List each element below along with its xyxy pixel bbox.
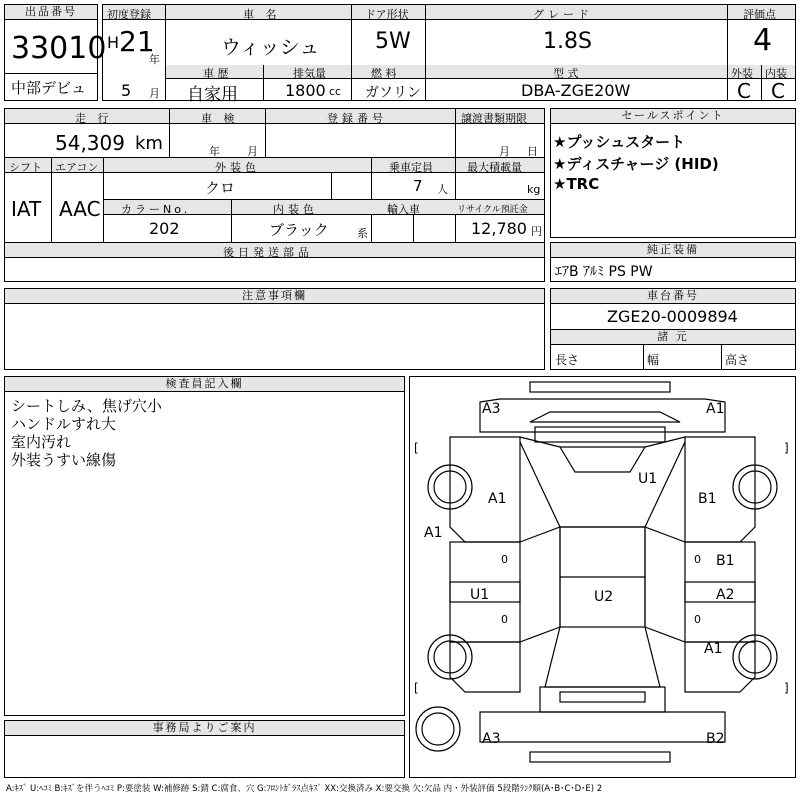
ext-label: 外装: [731, 67, 753, 80]
sales-points-label: セールスポイント: [551, 109, 795, 124]
reg-era: H: [107, 33, 120, 52]
reg-year: 21: [119, 25, 155, 58]
score-value: 4: [753, 23, 773, 58]
lot-number: 33010: [11, 31, 107, 66]
office-label: 事務局よりご案内: [5, 721, 404, 736]
transfer-label: 譲渡書類期限: [461, 112, 527, 125]
later-parts-label: 後日発送部品: [223, 246, 313, 259]
bracket-right-bottom: ]: [784, 681, 789, 695]
inspector-line-3: 室内汚れ: [11, 433, 72, 451]
sales-point-1: ★プッシュスタート: [553, 133, 686, 151]
inspector-label: 検査員記入欄: [5, 377, 404, 392]
recycle-value: 12,780: [471, 219, 527, 238]
reg-no-label: 登録番号: [327, 112, 387, 125]
displacement-value: 1800: [285, 81, 326, 100]
capacity-unit: 人: [437, 183, 448, 196]
reg-label: 初度登録: [107, 8, 151, 21]
mark-center: U2: [594, 589, 614, 605]
car-name: ウィッシュ: [221, 35, 320, 59]
grade-label: グレード: [533, 8, 593, 21]
mark-front-left: A3: [482, 401, 501, 417]
inspection-month: 月: [247, 145, 258, 158]
reg-month-unit: 月: [149, 87, 160, 100]
bracket-left-top: [: [414, 441, 419, 455]
mark-roof: U1: [638, 471, 658, 487]
car-outline: [410, 377, 795, 777]
capacity-value: 7: [413, 177, 423, 195]
color-label: 外装色: [215, 161, 260, 174]
mark-zero-2: 0: [694, 553, 701, 566]
mileage-label: 走 行: [75, 112, 113, 125]
mark-rear-left: A3: [482, 731, 501, 747]
chassis-box: [550, 288, 796, 370]
recycle-label: リサイクル預託金: [457, 205, 528, 215]
capacity-label: 乗車定員: [389, 161, 433, 174]
legend: A:ｷｽﾞ U:ﾍｺﾐ B:ｷｽﾞを伴うﾍｺﾐ P:要塗装 W:補修跡 S:錆 C:腐食、穴 G:ﾌﾛﾝﾄｶﾞﾗｽ点ｷｽﾞ XX:交換済み X:要交換 欠:欠品 内・外装評価 5段階ﾗﾝｸ順(A･B･C･D･E) 2: [6, 784, 603, 794]
int-color-unit: 系: [357, 227, 368, 240]
model-label: 型 式: [553, 67, 579, 80]
detail-box: [4, 108, 545, 282]
equipment-box: [550, 242, 796, 282]
chassis-number: ZGE20-0009894: [607, 307, 738, 326]
score-label: 評価点: [743, 8, 776, 21]
door-label: ドア形状: [365, 8, 409, 21]
reg-year-unit: 年: [149, 53, 160, 66]
mark-zero-3: 0: [501, 613, 508, 626]
fuel-label: 燃 料: [371, 67, 397, 80]
transfer-day: 日: [527, 145, 538, 158]
sales-points-box: [550, 108, 796, 238]
notes-label: 注意事項欄: [5, 289, 544, 304]
inspector-line-2: ハンドルすれ大: [11, 415, 117, 433]
mark-hood-left: A1: [488, 491, 507, 507]
equipment-value: ｴｱB ｱﾙﾐ PS PW: [555, 264, 653, 280]
inspection-label: 車 検: [201, 112, 239, 125]
height-label: 高さ: [725, 353, 750, 367]
dims-label: 諸 元: [551, 330, 795, 345]
mark-door-rl: U1: [470, 587, 490, 603]
load-unit: kg: [527, 183, 541, 196]
mileage-value: 54,309: [55, 131, 125, 155]
color-value: クロ: [205, 179, 236, 197]
inspector-line-1: シートしみ、焦げ穴小: [11, 397, 162, 415]
load-label: 最大積載量: [467, 161, 522, 174]
fuel-value: ガソリン: [365, 85, 421, 101]
inspector-box: [4, 376, 405, 716]
ac-label: エアコン: [55, 161, 99, 174]
equipment-label: 純正装備: [551, 243, 795, 258]
inspector-line-4: 外装うすい線傷: [11, 451, 117, 469]
mark-door-fr: B1: [716, 553, 735, 569]
mark-front-right: A1: [706, 401, 725, 417]
color-no-value: 202: [149, 219, 180, 238]
car-diagram: [409, 376, 796, 778]
sales-point-2: ★ディスチャージ (HID): [553, 155, 719, 173]
shift-value: IAT: [11, 197, 42, 221]
mark-door-rr: A2: [716, 587, 735, 603]
inspection-year: 年: [209, 145, 220, 158]
car-name-label: 車 名: [243, 8, 281, 21]
mark-door-fl: A1: [424, 525, 443, 541]
int-rating: C: [771, 79, 785, 103]
ac-value: AAC: [59, 197, 101, 221]
bracket-right-top: ]: [784, 441, 789, 455]
grade-value: 1.8S: [543, 29, 592, 54]
length-label: 長さ: [555, 353, 580, 367]
history-value: 自家用: [187, 85, 238, 105]
import-label: 輸入車: [387, 203, 420, 216]
int-color-value: ブラック: [269, 221, 329, 239]
bracket-left-bottom: [: [414, 681, 419, 695]
displacement-unit: cc: [329, 85, 342, 98]
chassis-label: 車台番号: [551, 289, 795, 304]
transfer-month: 月: [499, 145, 510, 158]
shift-label: シフト: [9, 161, 42, 174]
int-color-label: 内装色: [273, 203, 318, 216]
mark-zero-1: 0: [501, 553, 508, 566]
lot-label: 出品番号: [5, 5, 97, 20]
office-box: [4, 720, 405, 778]
ext-rating: C: [737, 79, 751, 103]
mark-hood-right: B1: [698, 491, 717, 507]
mark-rear-right: A1: [704, 641, 723, 657]
history-label: 車 歴: [203, 67, 229, 80]
mark-rear-right-corner: B2: [706, 731, 725, 747]
lot-box: [4, 4, 107, 101]
top-box: [102, 4, 796, 105]
mileage-unit: km: [135, 133, 163, 154]
notes-box: [4, 288, 545, 370]
debut-label: 中部デビュ: [11, 79, 87, 97]
recycle-unit: 円: [531, 225, 542, 238]
width-label: 幅: [647, 353, 660, 367]
reg-month: 5: [121, 81, 132, 100]
int-label: 内装: [765, 67, 787, 80]
displacement-label: 排気量: [293, 67, 326, 80]
sales-point-3: ★TRC: [553, 175, 600, 193]
mark-zero-4: 0: [694, 613, 701, 626]
color-no-label: カラーNo.: [121, 203, 191, 216]
model-value: DBA-ZGE20W: [521, 81, 631, 100]
door-value: 5W: [375, 29, 411, 54]
